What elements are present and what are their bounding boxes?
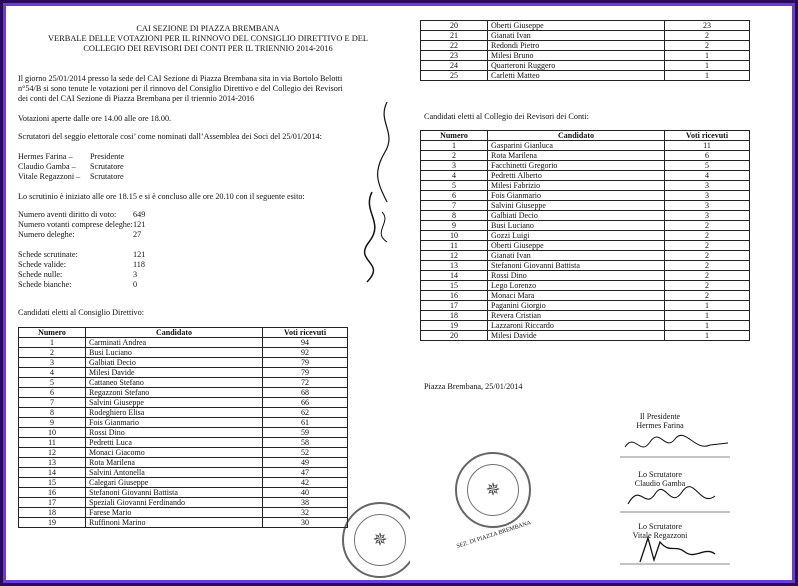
stamp-text: SEZ. DI PIAZZA BREMBANA xyxy=(455,520,533,550)
row-candidate: Speziali Giovanni Ferdinando xyxy=(86,498,263,508)
count-row: Schede bianche: 0 xyxy=(18,280,138,289)
table-row xyxy=(421,31,750,41)
row-votes: 2 xyxy=(665,231,750,241)
row-candidate: Salvini Giuseppe xyxy=(86,398,263,408)
header-voti: Voti ricevuti xyxy=(263,328,348,338)
table-row xyxy=(421,221,750,231)
row-votes: 59 xyxy=(263,428,348,438)
row-votes: 38 xyxy=(263,498,348,508)
table-row xyxy=(19,458,348,468)
revisori-table-body xyxy=(421,141,750,341)
table-row xyxy=(421,141,750,151)
row-number: 16 xyxy=(421,291,488,301)
row-votes: 47 xyxy=(263,468,348,478)
row-candidate: Gianati Ivan xyxy=(488,251,665,261)
row-number: 24 xyxy=(421,61,488,71)
row-number: 6 xyxy=(421,191,488,201)
row-votes: 72 xyxy=(263,378,348,388)
row-number: 22 xyxy=(421,41,488,51)
table-row xyxy=(421,231,750,241)
table-row xyxy=(421,281,750,291)
row-candidate: Carletti Matteo xyxy=(488,71,665,81)
page-left xyxy=(12,12,404,572)
row-number: 1 xyxy=(421,141,488,151)
table-row xyxy=(421,21,750,31)
row-candidate: Salvini Antonella xyxy=(86,468,263,478)
row-votes: 2 xyxy=(665,251,750,261)
row-votes: 79 xyxy=(263,368,348,378)
row-number: 10 xyxy=(421,231,488,241)
table-row xyxy=(19,338,348,348)
table-row xyxy=(19,368,348,378)
table-row xyxy=(421,301,750,311)
official-stamp xyxy=(342,502,418,578)
table-row xyxy=(421,51,750,61)
scrutatore-row: Claudio Gamba – Scrutatore xyxy=(18,162,124,171)
row-number: 9 xyxy=(19,418,86,428)
row-votes: 4 xyxy=(665,171,750,181)
revisori-title: Candidati eletti al Collegio dei Revisori dei Conti: xyxy=(424,112,589,121)
row-votes: 1 xyxy=(665,71,750,81)
row-votes: 32 xyxy=(263,508,348,518)
signature-president-mark xyxy=(620,427,730,459)
scrutatori-intro: Scrutatori del seggio elettorale cosi’ come nominati dall’Assemblea dei Soci del 25/01/2014: xyxy=(18,132,322,141)
row-votes: 3 xyxy=(665,201,750,211)
row-candidate: Fois Gianmario xyxy=(488,191,665,201)
signature-scrutatore-1-mark xyxy=(620,482,730,514)
row-number: 19 xyxy=(19,518,86,528)
row-votes: 23 xyxy=(665,21,750,31)
header-line-2: VERBALE DELLE VOTAZIONI PER IL RINNOVO DEL CONSIGLIO DIRETTIVO E DEL xyxy=(47,34,368,43)
row-number: 5 xyxy=(19,378,86,388)
row-number: 1 xyxy=(19,338,86,348)
row-votes: 3 xyxy=(665,191,750,201)
row-candidate: Revera Cristian xyxy=(488,311,665,321)
consiglio-title: Candidati eletti al Consiglio Direttivo: xyxy=(18,308,144,317)
scrutatore-row: Vitale Regazzoni – Scrutatore xyxy=(18,172,124,181)
row-candidate: Quarteroni Ruggero xyxy=(488,61,665,71)
row-number: 3 xyxy=(421,161,488,171)
row-number: 18 xyxy=(421,311,488,321)
row-number: 3 xyxy=(19,358,86,368)
intro-line-2: n°54/B si sono tenute le votazioni per il rinnovo del Consiglio Direttivo e del Collegio dei Revisori xyxy=(18,84,343,93)
row-votes: 62 xyxy=(263,408,348,418)
header-candidato: Candidato xyxy=(86,328,263,338)
row-number: 11 xyxy=(19,438,86,448)
table-row xyxy=(19,448,348,458)
row-number: 17 xyxy=(19,498,86,508)
row-votes: 2 xyxy=(665,221,750,231)
row-candidate: Monaci Mara xyxy=(488,291,665,301)
row-candidate: Oberti Giuseppe xyxy=(488,241,665,251)
table-row xyxy=(19,438,348,448)
row-number: 5 xyxy=(421,181,488,191)
row-candidate: Rossi Dino xyxy=(488,271,665,281)
intro-line-1: Il giorno 25/01/2014 presso la sede del CAI Sezione di Piazza Brembana sita in via Bortolo Belotti xyxy=(18,74,343,83)
row-number: 12 xyxy=(19,448,86,458)
row-number: 25 xyxy=(421,71,488,81)
row-votes: 2 xyxy=(665,271,750,281)
scrutatori-list xyxy=(18,152,124,182)
count-row: Numero votanti comprese deleghe: 121 xyxy=(18,220,146,229)
table-row xyxy=(421,321,750,331)
row-candidate: Stefanoni Giovanni Battista xyxy=(86,488,263,498)
row-candidate: Rota Marilena xyxy=(488,151,665,161)
header-numero: Numero xyxy=(421,131,488,141)
consiglio-continued-body xyxy=(421,21,750,81)
vertical-signatures xyxy=(357,92,402,292)
row-votes: 11 xyxy=(665,141,750,151)
table-row xyxy=(421,71,750,81)
table-row xyxy=(19,408,348,418)
row-candidate: Stefanoni Giovanni Battista xyxy=(488,261,665,271)
consiglio-table xyxy=(18,327,348,528)
table-row xyxy=(19,378,348,388)
signature-president: Il Presidente Hermes Farina xyxy=(636,412,684,430)
row-number: 10 xyxy=(19,428,86,438)
row-candidate: Gozzi Luigi xyxy=(488,231,665,241)
row-candidate: Paganini Giorgio xyxy=(488,301,665,311)
row-candidate: Fois Gianmario xyxy=(86,418,263,428)
table-row xyxy=(421,251,750,261)
table-row xyxy=(19,418,348,428)
row-number: 20 xyxy=(421,331,488,341)
row-candidate: Busi Luciano xyxy=(86,348,263,358)
table-row xyxy=(421,41,750,51)
scrutatore-row: Hermes Farina – Presidente xyxy=(18,152,125,161)
header-voti: Voti ricevuti xyxy=(665,131,750,141)
row-candidate: Rossi Dino xyxy=(86,428,263,438)
row-votes: 1 xyxy=(665,51,750,61)
row-number: 7 xyxy=(421,201,488,211)
row-candidate: Rota Marilena xyxy=(86,458,263,468)
row-number: 14 xyxy=(421,271,488,281)
table-row xyxy=(19,468,348,478)
row-number: 17 xyxy=(421,301,488,311)
header-line-3: COLLEGIO DEI REVISORI DEI CONTI PER IL TRIENNIO 2014-2016 xyxy=(83,44,333,53)
row-number: 13 xyxy=(421,261,488,271)
signature-scrutatore-2: Lo Scrutatore Vitale Regazzoni xyxy=(632,522,688,540)
table-row xyxy=(421,171,750,181)
row-votes: 6 xyxy=(665,151,750,161)
row-number: 20 xyxy=(421,21,488,31)
row-candidate: Busi Luciano xyxy=(488,221,665,231)
voting-hours: Votazioni aperte dalle ore 14.00 alle ore 18.00. xyxy=(18,114,172,123)
table-row xyxy=(421,331,750,341)
row-candidate: Milesi Fabrizio xyxy=(488,181,665,191)
table-row xyxy=(19,478,348,488)
row-number: 21 xyxy=(421,31,488,41)
count-row: Numero aventi diritto di voto: 649 xyxy=(18,210,146,219)
row-number: 4 xyxy=(19,368,86,378)
row-candidate: Redondi Pietro xyxy=(488,41,665,51)
row-votes: 2 xyxy=(665,291,750,301)
row-number: 8 xyxy=(19,408,86,418)
header-candidato: Candidato xyxy=(488,131,665,141)
row-candidate: Milesi Davide xyxy=(86,368,263,378)
row-number: 2 xyxy=(421,151,488,161)
row-votes: 52 xyxy=(263,448,348,458)
row-votes: 79 xyxy=(263,358,348,368)
row-votes: 2 xyxy=(665,241,750,251)
eagle-icon: ✵ xyxy=(372,529,388,550)
row-votes: 2 xyxy=(665,31,750,41)
table-row xyxy=(421,201,750,211)
consiglio-table-body xyxy=(19,338,348,528)
row-votes: 66 xyxy=(263,398,348,408)
row-votes: 61 xyxy=(263,418,348,428)
row-votes: 1 xyxy=(665,321,750,331)
row-candidate: Milesi Davide xyxy=(488,331,665,341)
table-row xyxy=(421,161,750,171)
row-candidate: Rodeghiero Elisa xyxy=(86,408,263,418)
count-row: Numero deleghe: 27 xyxy=(18,230,142,239)
table-row xyxy=(19,348,348,358)
row-candidate: Regazzoni Stefano xyxy=(86,388,263,398)
row-number: 19 xyxy=(421,321,488,331)
row-candidate: Monaci Giacomo xyxy=(86,448,263,458)
table-row xyxy=(421,211,750,221)
row-candidate: Galbiati Decio xyxy=(86,358,263,368)
row-number: 23 xyxy=(421,51,488,61)
row-candidate: Farese Mario xyxy=(86,508,263,518)
table-row xyxy=(19,358,348,368)
table-row xyxy=(19,388,348,398)
row-votes: 2 xyxy=(665,281,750,291)
table-row xyxy=(19,508,348,518)
document-header xyxy=(12,24,404,54)
table-row xyxy=(19,488,348,498)
table-row xyxy=(421,271,750,281)
official-stamp xyxy=(455,452,531,528)
table-row xyxy=(19,398,348,408)
row-number: 15 xyxy=(19,478,86,488)
table-row xyxy=(421,291,750,301)
row-votes: 2 xyxy=(665,261,750,271)
table-row xyxy=(421,61,750,71)
row-votes: 92 xyxy=(263,348,348,358)
row-number: 13 xyxy=(19,458,86,468)
counts-ballots xyxy=(18,250,145,290)
row-votes: 2 xyxy=(665,41,750,51)
table-row xyxy=(421,181,750,191)
row-votes: 1 xyxy=(665,331,750,341)
scrutinio-text: Lo scrutinio è iniziato alle ore 18.15 e si è concluso alle ore 20.10 con il seguente esito: xyxy=(18,192,305,201)
row-candidate: Carminati Andrea xyxy=(86,338,263,348)
row-votes: 3 xyxy=(665,211,750,221)
row-votes: 3 xyxy=(665,181,750,191)
signature-scrutatore-2-mark xyxy=(620,534,730,566)
row-number: 12 xyxy=(421,251,488,261)
row-candidate: Ruffinoni Marino xyxy=(86,518,263,528)
row-votes: 30 xyxy=(263,518,348,528)
row-number: 14 xyxy=(19,468,86,478)
table-row xyxy=(421,261,750,271)
row-candidate: Oberti Giuseppe xyxy=(488,21,665,31)
row-candidate: Lego Lorenzo xyxy=(488,281,665,291)
row-candidate: Lazzaroni Riccardo xyxy=(488,321,665,331)
row-votes: 58 xyxy=(263,438,348,448)
row-candidate: Gianati Ivan xyxy=(488,31,665,41)
revisori-table xyxy=(420,130,750,341)
row-number: 2 xyxy=(19,348,86,358)
row-candidate: Cattaneo Stefano xyxy=(86,378,263,388)
row-votes: 42 xyxy=(263,478,348,488)
row-number: 8 xyxy=(421,211,488,221)
table-row xyxy=(421,191,750,201)
count-row: Schede valide: 118 xyxy=(18,260,145,269)
row-votes: 40 xyxy=(263,488,348,498)
row-candidate: Facchinetti Gregorio xyxy=(488,161,665,171)
counts-voters xyxy=(18,210,145,240)
table-row xyxy=(421,151,750,161)
row-number: 18 xyxy=(19,508,86,518)
row-votes: 49 xyxy=(263,458,348,468)
count-row: Schede nulle: 3 xyxy=(18,270,138,279)
row-candidate: Pedretti Luca xyxy=(86,438,263,448)
row-number: 9 xyxy=(421,221,488,231)
row-candidate: Calegari Giuseppe xyxy=(86,478,263,488)
row-candidate: Salvini Giuseppe xyxy=(488,201,665,211)
row-votes: 1 xyxy=(665,301,750,311)
row-number: 15 xyxy=(421,281,488,291)
row-number: 11 xyxy=(421,241,488,251)
row-number: 4 xyxy=(421,171,488,181)
eagle-icon: ✵ xyxy=(485,479,501,500)
header-numero: Numero xyxy=(19,328,86,338)
table-row xyxy=(19,498,348,508)
row-number: 7 xyxy=(19,398,86,408)
table-header-row xyxy=(421,131,750,141)
row-candidate: Galbiati Decio xyxy=(488,211,665,221)
header-line-1: CAI SEZIONE DI PIAZZA BREMBANA xyxy=(136,24,280,33)
signature-scrutatore-1: Lo Scrutatore Claudio Gamba xyxy=(634,470,686,488)
intro-line-3: dei conti del CAI Sezione di Piazza Brembana per il triennio 2014-2016 xyxy=(18,94,255,103)
consiglio-table-continued xyxy=(420,20,750,81)
row-number: 16 xyxy=(19,488,86,498)
row-candidate: Pedretti Alberto xyxy=(488,171,665,181)
table-row xyxy=(19,518,348,528)
page-right xyxy=(410,12,788,572)
row-candidate: Milesi Bruno xyxy=(488,51,665,61)
row-votes: 1 xyxy=(665,61,750,71)
row-number: 6 xyxy=(19,388,86,398)
table-row xyxy=(421,311,750,321)
table-header-row xyxy=(19,328,348,338)
row-candidate: Gasparini Gianluca xyxy=(488,141,665,151)
table-row xyxy=(19,428,348,438)
table-row xyxy=(421,241,750,251)
row-votes: 68 xyxy=(263,388,348,398)
row-votes: 5 xyxy=(665,161,750,171)
row-votes: 94 xyxy=(263,338,348,348)
row-votes: 1 xyxy=(665,311,750,321)
place-date: Piazza Brembana, 25/01/2014 xyxy=(424,382,523,391)
count-row: Schede scrutinate: 121 xyxy=(18,250,146,259)
